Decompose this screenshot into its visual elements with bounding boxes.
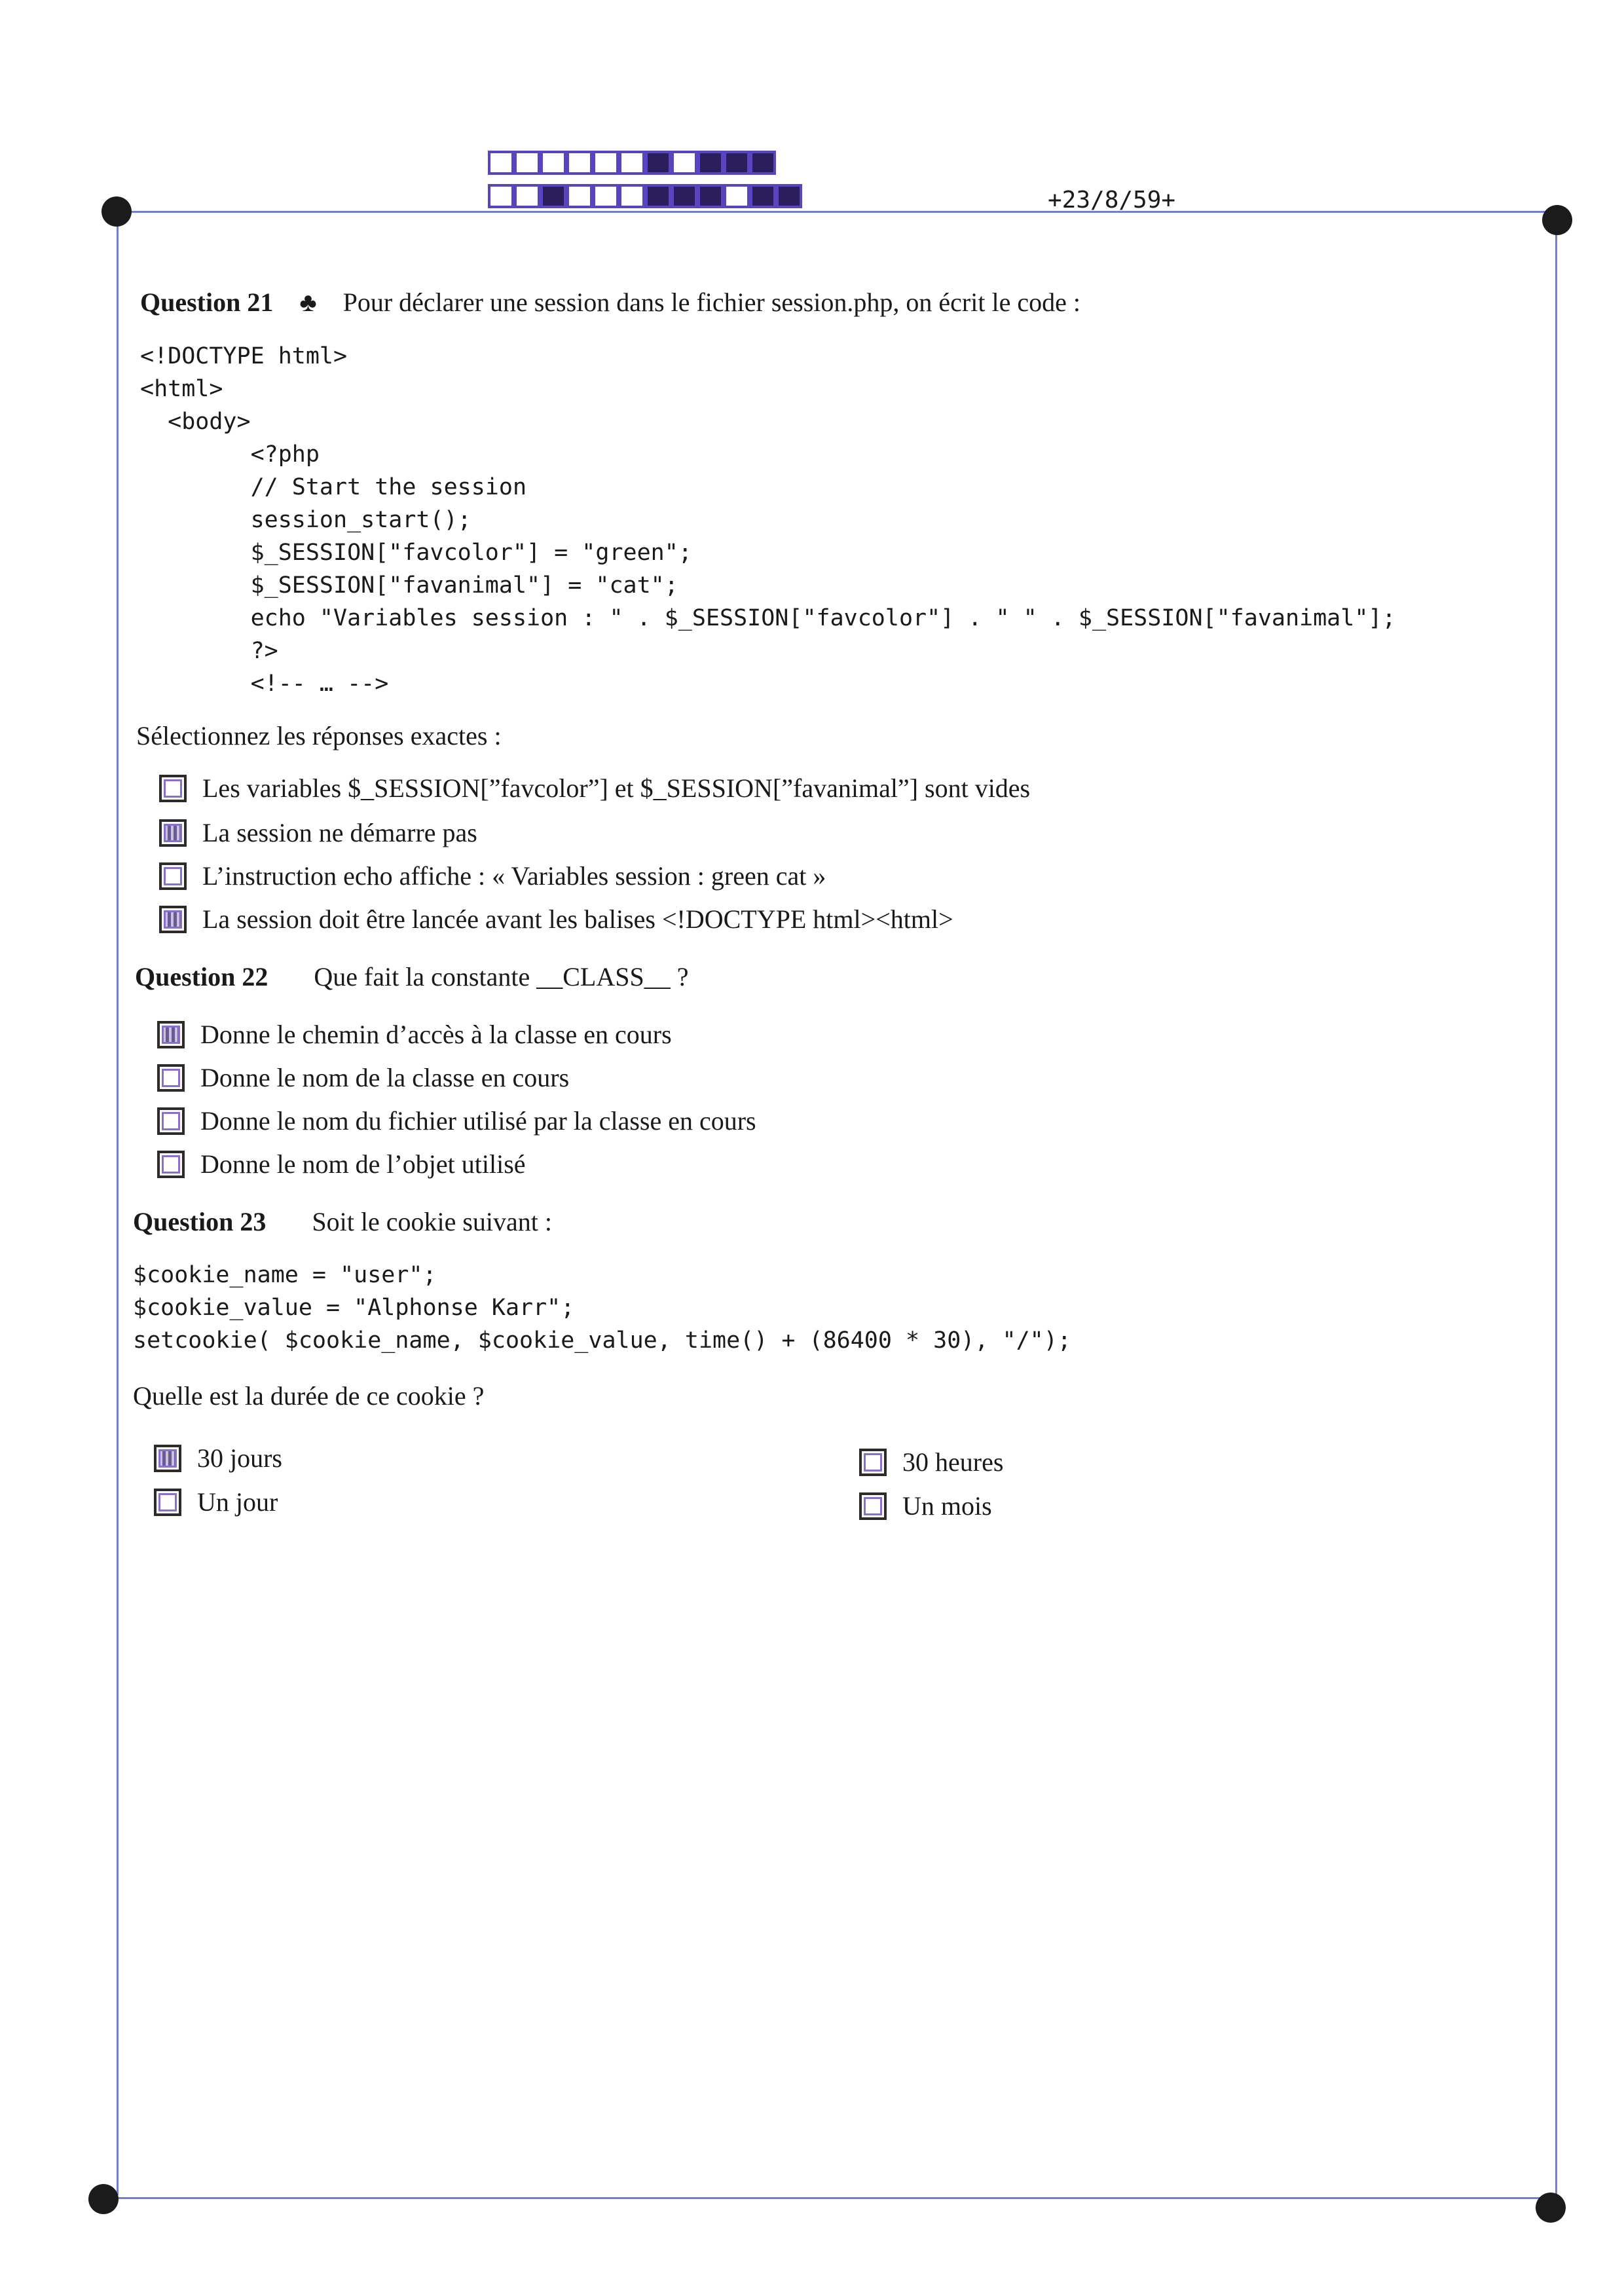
question-23-label: Question 23 [133,1207,267,1236]
q23-option-1-checkbox[interactable] [154,1445,181,1472]
q21-option-4-label: La session doit être lancée avant les balises <!DOCTYPE html><html> [202,904,953,934]
q21-option-1[interactable] [159,773,1030,804]
scan-box-cell [540,151,566,175]
scan-box-cell [593,151,619,175]
q23-option-4[interactable] [859,1491,992,1521]
q22-option-2-checkbox[interactable] [157,1064,185,1092]
q23-option-2-checkbox[interactable] [154,1489,181,1516]
scan-box-cell [697,184,724,208]
scan-box-cell [645,151,671,175]
scan-box-cell [566,151,593,175]
corner-marker-top-right [1542,205,1572,235]
scan-box-cell [776,184,802,208]
scan-box-cell [488,184,514,208]
q22-option-1-checkbox[interactable] [157,1021,185,1048]
q22-option-1-label: Donne le chemin d’accès à la classe en cours [200,1020,672,1049]
q21-option-1-checkbox[interactable] [159,775,187,802]
q21-option-2[interactable] [159,817,477,848]
frame-top-line [117,211,1557,213]
q22-option-3[interactable] [157,1105,756,1136]
question-22-label: Question 22 [135,962,268,991]
scan-box-cell [671,151,697,175]
q22-option-3-checkbox[interactable] [157,1107,185,1135]
q23-option-1[interactable] [154,1443,282,1473]
q22-option-2-label: Donne le nom de la classe en cours [200,1063,570,1092]
scan-box-cell [540,184,566,208]
q21-option-1-label: Les variables $_SESSION[”favcolor”] et $_SESSION[”favanimal”] sont vides [202,773,1031,803]
frame-bottom-line [105,2197,1559,2199]
q23-option-3-checkbox[interactable] [859,1449,887,1476]
question-23-code: $cookie_name = "user"; $cookie_value = "Alphonse Karr"; setcookie( $cookie_name, $cookie_value, time() + (86400 * 30), "/"); [133,1262,1071,1354]
page-id: +23/8/59+ [1048,187,1176,213]
club-icon: ♣ [299,287,317,317]
q23-option-3[interactable] [859,1447,1003,1477]
scan-box-cell [566,184,593,208]
q22-option-2[interactable] [157,1062,569,1093]
frame-right-line [1555,216,1557,2200]
q21-option-2-checkbox[interactable] [159,819,187,847]
question-21-instruction: Sélectionnez les réponses exactes : [136,721,502,750]
scan-box-cell [593,184,619,208]
q23-option-1-label: 30 jours [197,1443,282,1473]
question-23-header [133,1206,552,1237]
q23-option-4-label: Un mois [902,1491,992,1521]
q22-option-4[interactable] [157,1149,526,1179]
scan-box-cell [619,184,645,208]
q21-option-3-label: L’instruction echo affiche : « Variables session : green cat » [202,861,826,891]
question-21-label: Question 21 [140,287,274,317]
question-23-question: Quelle est la durée de ce cookie ? [133,1381,485,1411]
scan-box-cell [619,151,645,175]
scan-box-code-top [488,151,776,175]
q23-option-3-label: 30 heures [902,1447,1004,1477]
corner-marker-top-left [101,196,132,227]
scan-box-cell [671,184,697,208]
scan-box-cell [724,151,750,175]
q23-option-4-checkbox[interactable] [859,1492,887,1520]
question-21-prompt: Pour déclarer une session dans le fichier session.php, on écrit le code : [342,287,1080,317]
scan-box-cell [750,151,776,175]
q23-option-2[interactable] [154,1487,278,1517]
corner-marker-bottom-right [1536,2193,1566,2223]
question-21-header [140,287,1080,318]
question-22-prompt: Que fait la constante __CLASS__ ? [314,962,689,991]
scan-box-cell [697,151,724,175]
q22-option-4-label: Donne le nom de l’objet utilisé [200,1149,526,1179]
corner-marker-bottom-left [88,2184,119,2214]
question-22-header [135,961,688,992]
q22-option-3-label: Donne le nom du fichier utilisé par la classe en cours [200,1106,756,1136]
q21-option-3-checkbox[interactable] [159,862,187,890]
scan-box-cell [488,151,514,175]
scan-box-cell [514,151,540,175]
frame-left-line [117,211,119,2195]
q22-option-4-checkbox[interactable] [157,1151,185,1178]
scan-box-cell [514,184,540,208]
scan-box-cell [750,184,776,208]
q21-option-3[interactable] [159,861,826,891]
q21-option-4[interactable] [159,904,953,935]
q21-option-2-label: La session ne démarre pas [202,818,477,847]
q21-option-4-checkbox[interactable] [159,906,187,933]
question-21-code: <!DOCTYPE html> <html> <body> <?php // Start the session session_start(); $_SESSION["favcolor"] = "green"; $_SESSION["favanimal"] = "cat"; echo "Variables session : " . $_SESSION["favcolor"] . " " . $_SESSION["favanimal"]; ?> <!-- … --> [140,343,1396,697]
q23-option-2-label: Un jour [197,1487,278,1517]
question-23-prompt: Soit le cookie suivant : [312,1207,552,1236]
scan-box-code-bottom [488,184,802,208]
q22-option-1[interactable] [157,1019,672,1050]
scan-box-cell [645,184,671,208]
scan-box-cell [724,184,750,208]
